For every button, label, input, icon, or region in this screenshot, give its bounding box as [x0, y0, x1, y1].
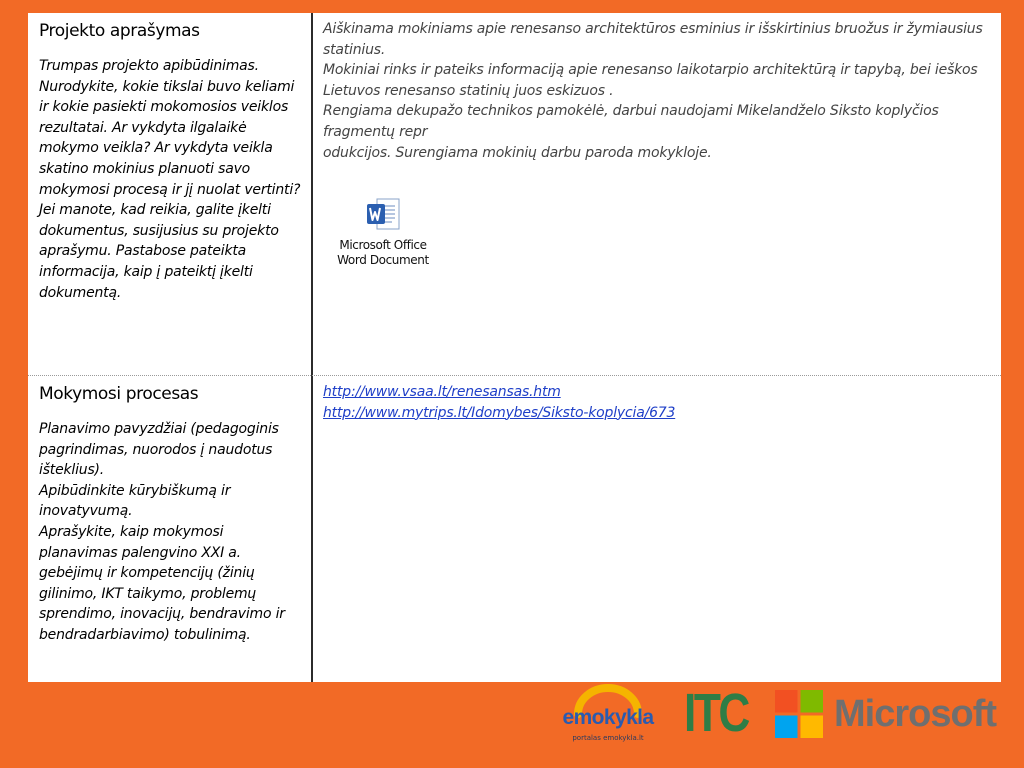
emokykla-logo-subtitle: portalas emokykla.lt [572, 734, 644, 742]
embed-caption-line1: Microsoft Office [339, 238, 427, 252]
project-description-upload-hint: Jei manote, kad reikia, galite įkelti dokumentus, susijusius su projekto aprašymu. [39, 202, 279, 260]
slide-table [28, 13, 1001, 682]
microsoft-windows-icon [775, 690, 823, 738]
project-description-label-cell [28, 13, 312, 375]
content-line: odukcijos. Surengiama mokinių darbu paroda mokykloje. [323, 144, 712, 161]
learning-process-text [39, 419, 302, 646]
microsoft-logo-text: Microsoft [834, 693, 996, 735]
learning-process-title: Mokymosi procesas [39, 384, 199, 404]
learning-process-label-cell [28, 376, 312, 682]
resource-link-vsaa[interactable]: http://www.vsaa.lt/renesansas.htm [323, 384, 561, 400]
project-description-instructions: Trumpas projekto apibūdinimas. Nurodykite, kokie tikslai buvo keliami ir kokie pasiekti mokomosios veiklos rezultatai. Ar vykdyta ilgalaikė mokymo veikla? Ar vykdyta veikla skatino mokinius planuoti savo mokymosi procesą ir jį nuolat vertinti? [39, 58, 301, 198]
resource-link-mytrips[interactable]: http://www.mytrips.lt/Idomybes/Siksto-koplycia/673 [323, 404, 676, 421]
project-description-title: Projekto aprašymas [39, 21, 200, 41]
content-line: Aiškinama mokiniams apie renesanso architektūros esminius ir išskirtinius bruožus ir žymiausius statinius. [323, 21, 983, 58]
emokykla-logo-text: emokykla [562, 706, 654, 729]
itc-logo: ITC [684, 683, 748, 743]
embedded-word-document[interactable] [328, 196, 438, 268]
content-line: Mokiniai rinks ir pateiks informaciją apie renesanso laikotarpio architektūrą ir tapybą, bei ieškos Lietuvos renesanso statinių juos eskizuos . [323, 62, 978, 99]
learning-process-content-cell [313, 376, 1001, 682]
learning-process-instructions: Planavimo pavyzdžiai (pedagoginis pagrindimas, nuorodos į naudotus išteklius). Apibūdinkite kūrybiškumą ir inovatyvumą. Aprašykite, kaip mokymosi planavimas palengvino XXI a. gebėjimų ir kompetencijų (žinių gilinimo, IKT taikymo, problemų sprendimo, inovacijų, bendravimo ir bendradarbiavimo) tobulinimą. [39, 421, 285, 643]
resource-links [323, 382, 989, 423]
content-line: Rengiama dekupažo technikos pamokėlė, darbui naudojami Mikelandželo Siksto koplyčios fragmentų repr [323, 103, 939, 140]
word-document-icon [364, 196, 402, 234]
project-description-text [39, 56, 302, 303]
project-description-content-cell [313, 13, 1001, 375]
project-description-content [323, 19, 989, 163]
project-description-note: Pastabose pateikta informacija, kaip į pateiktį įkelti dokumentą. [39, 243, 253, 301]
embed-caption-line2: Word Document [337, 253, 429, 267]
